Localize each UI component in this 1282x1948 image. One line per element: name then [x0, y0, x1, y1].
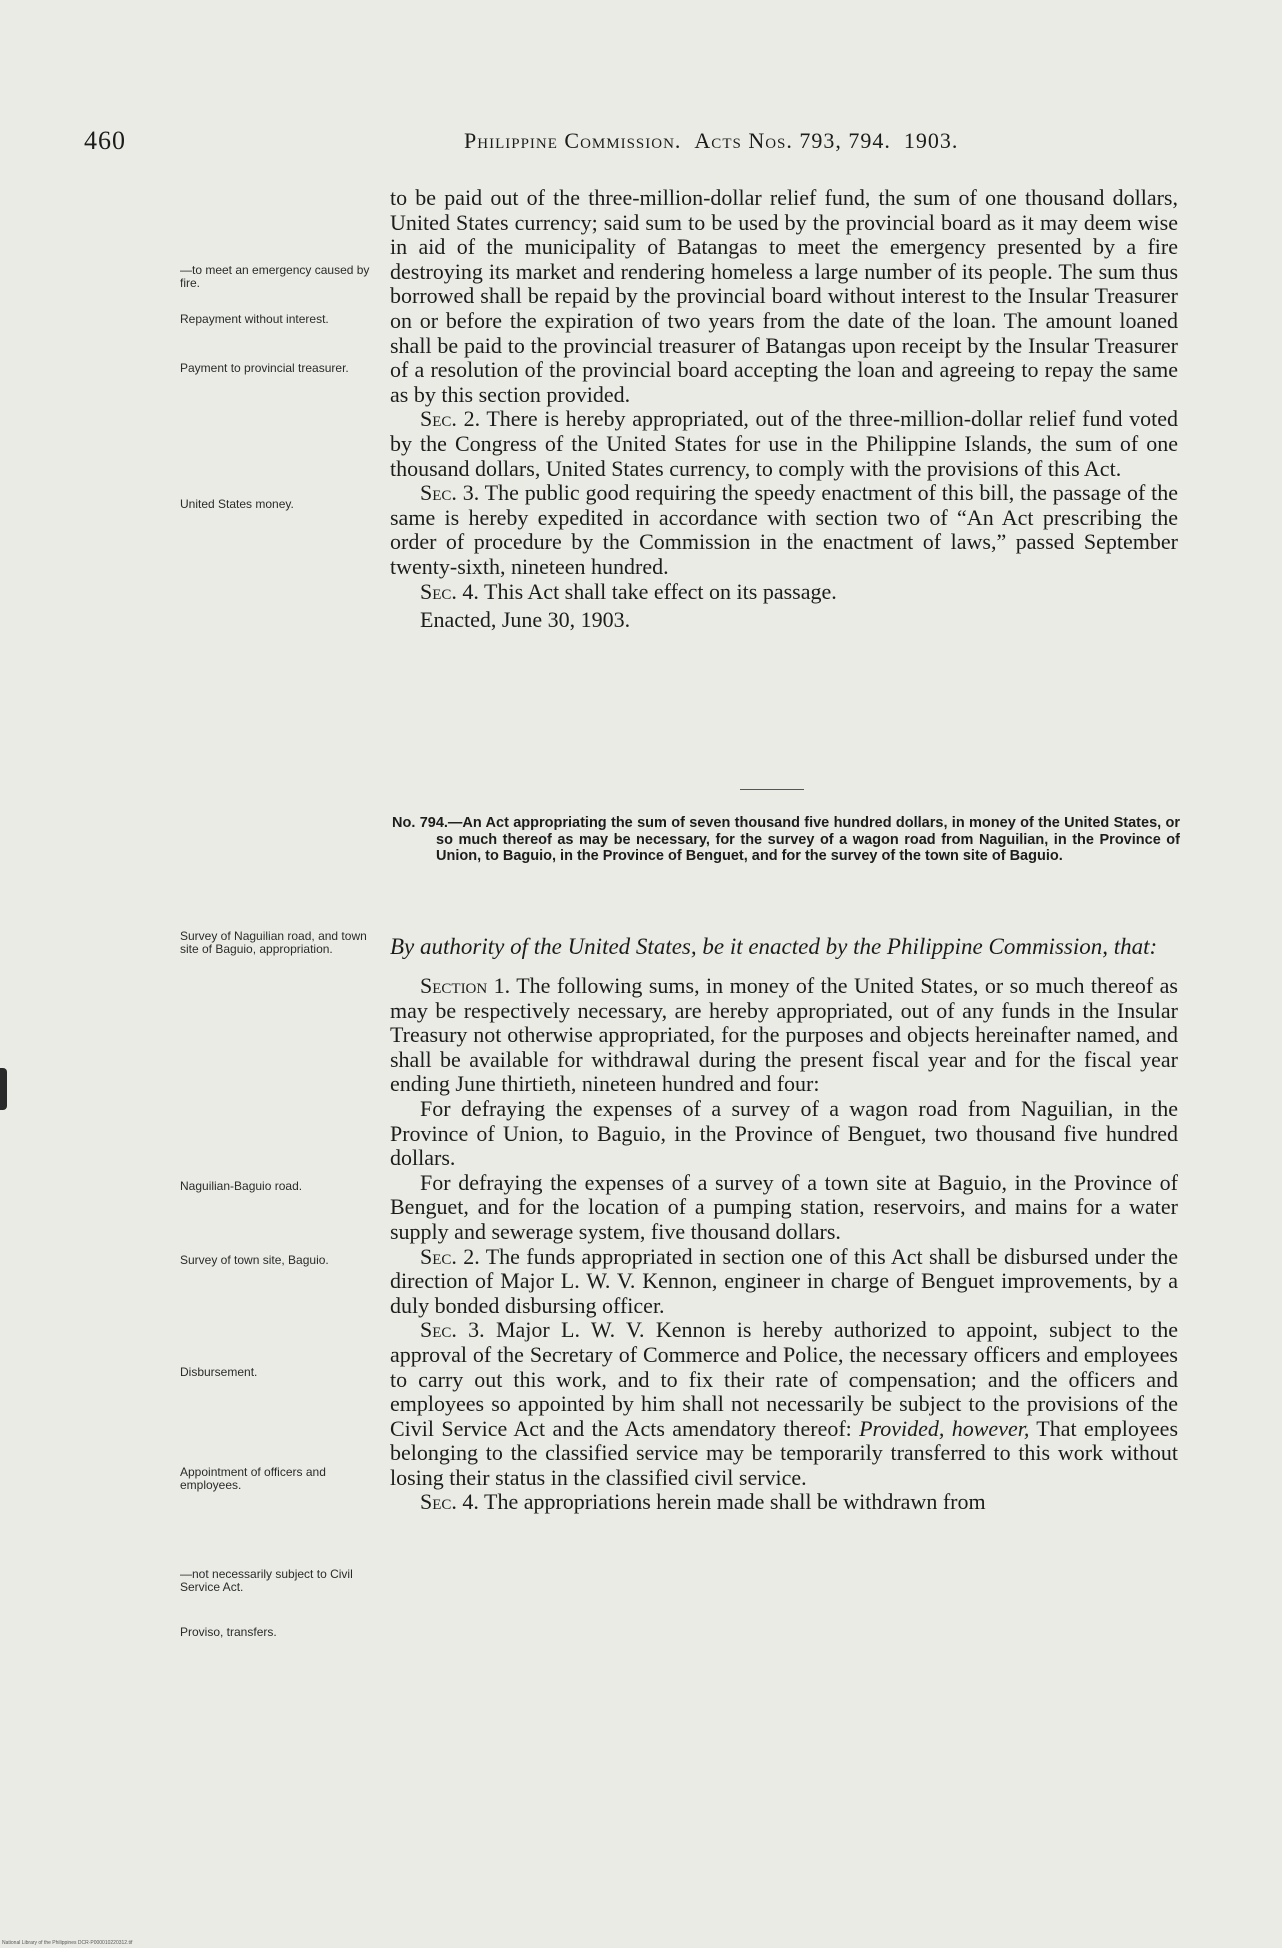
section-label: Sec. 4.: [420, 578, 479, 604]
appropriation-item-road: For defraying the expenses of a survey of a wagon road from Naguilian, in the Province of Union, to Baguio, in the Province of Benguet, two thousand five hundred dollars.: [390, 1095, 1178, 1171]
appropriation-item-town-site: For defraying the expenses of a survey of a town site at Baguio, in the Province of Benguet, and for the location of a pumping station, reservoirs, and mains for a water supply and sewerage system, five thousand dollars.: [390, 1169, 1178, 1244]
margin-note-appointment: Appointment of officers and employees.: [180, 1465, 326, 1492]
section-text: The public good requiring the speedy enactment of this bill, the passage of the same is hereby expedited in accordance with section two of “An Act prescribing the order of procedure by the Commission in the enactment of laws,” passed September twenty-sixth, nineteen hundred.: [390, 480, 1178, 579]
margin-note-disbursement: Disbursement.: [180, 1365, 258, 1379]
section-text: There is hereby appropriated, out of the three-million-dollar relief fund voted by the Congress of the United States for use in the Philippine Islands, the sum of one thousand dollars, United States currency, to comply with the provisions of this Act.: [390, 406, 1178, 481]
section-text: Major L. W. V. Kennon is hereby authorized to appoint, subject to the approval of the Secretary of Commerce and Police, the necessary officers and employees to carry out this work, and to fix their rate of compensation; and the officers and employees so appointed by him shall not necessarily be subject to the provisions of the Civil Service Act and the Acts amendatory thereof:: [390, 1317, 1179, 1441]
enacted-date: Enacted, June 30, 1903.: [420, 607, 631, 633]
act-794-title: No. 794.—An Act appropriating the sum of seven thousand five hundred dollars, in money of the United States, or so much thereof as may be necessary, for the survey of a wagon road from Naguilian, in the Province of Union, to Baguio, in the Province of Benguet, and for the survey of the town site of Baguio.: [392, 815, 1180, 864]
margin-note-survey-appropriation: Survey of Naguilian road, and town site of Baguio, appropriation.: [180, 929, 367, 956]
section-label: Sec. 2.: [420, 406, 481, 432]
section-text: The appropriations herein made shall be withdrawn from: [484, 1489, 986, 1515]
section-text: The funds appropriated in section one of this Act shall be disbursed under the direction of Major L. W. V. Kennon, engineer in charge of Benguet improvements, by a duly bonded disbursing officer.: [390, 1243, 1178, 1318]
act-794-section-1: [390, 974, 1178, 1097]
section-text: The following sums, in money of the United States, or so much thereof as may be respectively necessary, are hereby appropriated, out of any funds in the Insular Treasury not otherwise appropriated, for the purposes and objects hereinafter named, and shall be available for withdrawal during the present fiscal year and for the fiscal year ending June thirtieth, nineteen hundred and four:: [390, 973, 1178, 1097]
running-head: [464, 128, 958, 154]
scan-credit: National Library of the Philippines DCR·P000010220312.tif: [2, 1940, 133, 1946]
section-divider: [740, 789, 804, 790]
margin-note-survey-town-site: Survey of town site, Baguio.: [180, 1253, 329, 1267]
act-793-section-3: [390, 481, 1178, 579]
section-text-continued: That employees belonging to the classified service may be temporarily transferred to this work without losing their status in the classified civil service.: [390, 1415, 1179, 1490]
act-793-text: [390, 186, 1178, 633]
running-head-body: Philippine Commission.: [464, 128, 682, 153]
act-793-section-4: [390, 580, 1178, 605]
act-794-section-3: [390, 1318, 1178, 1490]
running-head-acts: Acts Nos. 793, 794.: [694, 128, 891, 153]
act-794-text: [390, 933, 1178, 1515]
margin-note-proviso: Proviso, transfers.: [180, 1625, 277, 1639]
act-794-section-2: [390, 1245, 1178, 1319]
section-label: Sec. 4.: [420, 1489, 479, 1515]
section-label: Sec. 3.: [420, 480, 480, 506]
act-793-section-1-continuation: to be paid out of the three-million-dollar relief fund, the sum of one thousand dollars, United States currency; said sum to be used by the provincial board as it may deem wise in aid of the municipality of Batangas to meet the emergency presented by a fire destroying its market and rendering homeless a large number of its people. The sum thus borrowed shall be repaid by the provincial board without interest to the Insular Treasurer on or before the expiration of two years from the date of the loan. The amount loaned shall be paid to the provincial treasurer of Batangas upon receipt by the Insular Treasurer of a resolution of the provincial board accepting the loan and agreeing to repay the same as by this section provided.: [390, 185, 1178, 407]
act-794-section-4: [390, 1490, 1178, 1515]
enacting-clause: By authority of the United States, be it enacted by the Philippine Commission, that:: [390, 934, 1158, 959]
scan-edge-mark: [0, 1068, 7, 1110]
proviso-phrase: Provided, however,: [859, 1415, 1030, 1441]
act-793-section-2: [390, 407, 1178, 481]
margin-note-payment: Payment to provincial treasurer.: [180, 361, 349, 375]
section-label: Sec. 3.: [420, 1317, 485, 1343]
section-text: This Act shall take effect on its passage.: [484, 578, 837, 604]
margin-note-civil-service: —not necessarily subject to Civil Service Act.: [180, 1567, 353, 1594]
margin-note-repayment: Repayment without interest.: [180, 312, 329, 326]
running-head-year: 1903.: [903, 128, 959, 153]
margin-note-us-money: United States money.: [180, 497, 294, 511]
section-label: Sec. 2.: [420, 1243, 480, 1269]
section-label: Section 1.: [420, 973, 511, 998]
margin-note-naguilian-road: Naguilian-Baguio road.: [180, 1179, 303, 1193]
page-number: 460: [84, 126, 126, 155]
margin-note-emergency: —to meet an emergency caused by fire.: [180, 263, 370, 290]
